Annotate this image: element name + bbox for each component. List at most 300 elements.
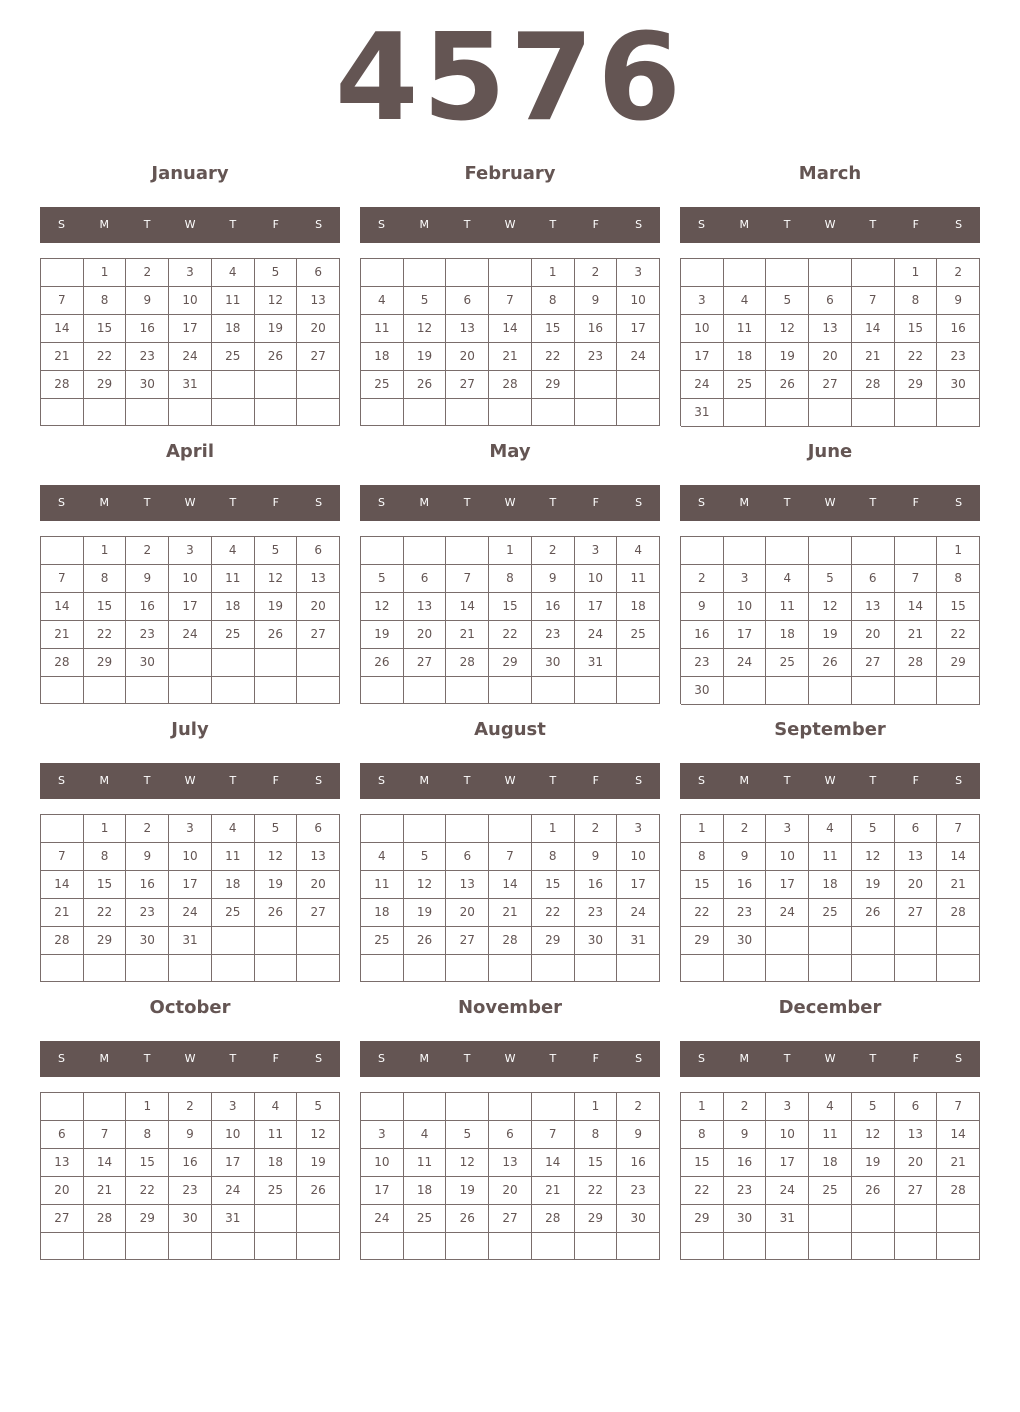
day-cell: 5 [446,1121,489,1149]
weekday-label: W [824,218,836,231]
day-cell: 18 [809,1149,852,1177]
day-cell: 12 [809,593,852,621]
day-cell: 28 [489,371,532,399]
day-cell: 16 [532,593,575,621]
weekday-label: T [229,218,237,231]
empty-cell [255,1205,298,1233]
day-cell: 19 [361,621,404,649]
empty-cell [852,259,895,287]
day-cell: 7 [41,565,84,593]
day-cell: 30 [126,371,169,399]
empty-cell [361,955,404,982]
weekday-label: W [824,496,836,509]
day-cell: 23 [126,899,169,927]
day-cell: 30 [681,677,724,705]
day-cell: 8 [575,1121,618,1149]
day-cell: 28 [895,649,938,677]
day-cell: 22 [937,621,980,649]
day-cell: 10 [724,593,767,621]
weekday-label: M [739,496,750,509]
day-cell: 5 [766,287,809,315]
day-cell: 19 [404,343,447,371]
day-cell: 15 [532,315,575,343]
day-cell: 6 [446,287,489,315]
empty-cell [212,677,255,704]
day-cell: 3 [169,537,212,565]
weekday-label: S [57,774,65,787]
empty-cell [41,259,84,287]
day-cell: 24 [724,649,767,677]
day-cell: 11 [255,1121,298,1149]
day-cell: 20 [446,899,489,927]
day-cell: 13 [297,843,340,871]
day-cell: 19 [446,1177,489,1205]
day-cell: 27 [489,1205,532,1233]
day-cell: 20 [852,621,895,649]
weekday-label: W [504,1052,516,1065]
day-cell: 13 [404,593,447,621]
day-cell: 19 [404,899,447,927]
empty-cell [809,399,852,427]
day-cell: 19 [766,343,809,371]
day-cell: 3 [766,815,809,843]
empty-cell [681,955,724,982]
weekday-label: W [504,774,516,787]
empty-cell [446,537,489,565]
empty-cell [404,677,447,704]
day-cell: 8 [84,287,127,315]
day-cell: 21 [489,899,532,927]
weekday-header [40,207,340,243]
day-cell: 28 [852,371,895,399]
empty-cell [766,537,809,565]
weekday-label: S [697,496,705,509]
empty-cell [212,649,255,677]
empty-cell [724,677,767,705]
day-cell: 11 [724,315,767,343]
day-cell: 16 [126,871,169,899]
weekday-label: S [955,218,963,231]
day-cell: 13 [297,565,340,593]
empty-cell [126,677,169,704]
day-cell: 26 [361,649,404,677]
day-cell: 15 [489,593,532,621]
weekday-header [40,1041,340,1077]
weekday-label: F [272,218,279,231]
day-cell: 1 [681,815,724,843]
day-cell: 9 [126,843,169,871]
day-cell: 27 [446,927,489,955]
day-cell: 22 [489,621,532,649]
empty-cell [212,955,255,982]
day-cell: 15 [937,593,980,621]
weekday-label: M [419,774,430,787]
empty-cell [446,1093,489,1121]
day-cell: 17 [575,593,618,621]
day-cell: 25 [809,899,852,927]
day-cell: 25 [724,371,767,399]
day-cell: 18 [361,343,404,371]
weekday-label: S [635,218,643,231]
day-cell: 10 [617,287,660,315]
day-cell: 30 [532,649,575,677]
day-cell: 11 [809,1121,852,1149]
empty-cell [169,1233,212,1260]
day-cell: 18 [255,1149,298,1177]
month-name: April [165,441,215,462]
day-grid [40,1092,340,1260]
month-name: August [474,719,546,740]
day-cell: 27 [297,621,340,649]
month-name: October [149,997,231,1018]
empty-cell [895,955,938,982]
empty-cell [169,677,212,704]
weekday-header [40,763,340,799]
weekday-label: F [272,774,279,787]
day-cell: 22 [681,1177,724,1205]
day-cell: 25 [809,1177,852,1205]
empty-cell [255,649,298,677]
day-cell: 27 [895,899,938,927]
day-cell: 9 [169,1121,212,1149]
day-cell: 3 [575,537,618,565]
empty-cell [404,815,447,843]
empty-cell [724,955,767,982]
day-cell: 14 [446,593,489,621]
month-name: February [464,163,556,184]
day-grid [680,536,980,704]
empty-cell [852,677,895,705]
day-cell: 15 [84,315,127,343]
empty-cell [169,955,212,982]
day-cell: 2 [617,1093,660,1121]
day-grid [40,258,340,426]
day-cell: 27 [809,371,852,399]
weekday-label: S [57,496,65,509]
weekday-label: T [463,496,471,509]
empty-cell [361,677,404,704]
month-name: May [489,441,531,462]
day-cell: 2 [169,1093,212,1121]
weekday-label: T [229,496,237,509]
weekday-label: F [592,774,599,787]
weekday-label: T [143,774,151,787]
empty-cell [937,927,980,955]
day-cell: 8 [681,1121,724,1149]
day-cell: 25 [255,1177,298,1205]
day-cell: 12 [297,1121,340,1149]
day-cell: 20 [297,871,340,899]
day-cell: 30 [575,927,618,955]
day-cell: 23 [724,899,767,927]
empty-cell [895,927,938,955]
day-cell: 1 [895,259,938,287]
day-cell: 30 [724,1205,767,1233]
day-cell: 29 [937,649,980,677]
empty-cell [489,955,532,982]
day-cell: 29 [532,371,575,399]
day-cell: 6 [297,259,340,287]
day-cell: 28 [446,649,489,677]
day-cell: 31 [617,927,660,955]
day-cell: 1 [681,1093,724,1121]
day-cell: 7 [489,287,532,315]
day-cell: 23 [575,899,618,927]
weekday-label: S [377,218,385,231]
day-cell: 11 [361,315,404,343]
day-cell: 3 [724,565,767,593]
empty-cell [724,259,767,287]
weekday-label: T [143,1052,151,1065]
day-cell: 5 [852,815,895,843]
day-cell: 14 [489,871,532,899]
day-cell: 24 [169,621,212,649]
day-cell: 31 [212,1205,255,1233]
day-cell: 7 [532,1121,575,1149]
weekday-label: F [592,218,599,231]
day-cell: 29 [126,1205,169,1233]
day-cell: 11 [617,565,660,593]
empty-cell [446,259,489,287]
empty-cell [255,399,298,426]
day-cell: 6 [852,565,895,593]
weekday-label: S [635,774,643,787]
empty-cell [489,1093,532,1121]
weekday-header [680,485,980,521]
empty-cell [41,1233,84,1260]
empty-cell [361,1233,404,1260]
day-cell: 24 [766,899,809,927]
day-cell: 10 [212,1121,255,1149]
day-cell: 22 [681,899,724,927]
day-cell: 9 [575,843,618,871]
day-cell: 15 [126,1149,169,1177]
day-cell: 3 [681,287,724,315]
weekday-label: M [99,496,110,509]
empty-cell [617,677,660,704]
day-cell: 12 [361,593,404,621]
month-name: September [774,719,886,740]
day-cell: 18 [617,593,660,621]
empty-cell [446,399,489,426]
weekday-label: M [739,218,750,231]
day-cell: 10 [766,843,809,871]
empty-cell [255,677,298,704]
weekday-label: T [783,496,791,509]
day-cell: 2 [937,259,980,287]
empty-cell [255,927,298,955]
day-cell: 18 [212,871,255,899]
empty-cell [852,399,895,427]
day-cell: 27 [297,899,340,927]
empty-cell [41,399,84,426]
weekday-label: T [869,774,877,787]
day-cell: 1 [575,1093,618,1121]
day-cell: 2 [724,815,767,843]
day-cell: 16 [126,315,169,343]
day-cell: 1 [489,537,532,565]
day-cell: 16 [724,871,767,899]
day-cell: 12 [255,287,298,315]
day-cell: 31 [169,927,212,955]
weekday-label: T [783,218,791,231]
day-cell: 8 [937,565,980,593]
empty-cell [937,677,980,705]
day-cell: 5 [809,565,852,593]
day-cell: 17 [169,871,212,899]
day-cell: 14 [937,1121,980,1149]
empty-cell [489,259,532,287]
day-cell: 13 [895,1121,938,1149]
day-cell: 9 [617,1121,660,1149]
month-name: July [171,719,209,740]
day-cell: 27 [297,343,340,371]
day-cell: 17 [169,593,212,621]
day-cell: 18 [404,1177,447,1205]
day-cell: 25 [212,899,255,927]
day-cell: 21 [446,621,489,649]
day-cell: 16 [126,593,169,621]
day-cell: 9 [126,565,169,593]
empty-cell [766,927,809,955]
day-cell: 7 [937,1093,980,1121]
day-cell: 8 [895,287,938,315]
day-cell: 23 [937,343,980,371]
day-cell: 5 [852,1093,895,1121]
weekday-label: T [463,774,471,787]
day-cell: 26 [404,371,447,399]
day-cell: 21 [532,1177,575,1205]
day-cell: 7 [84,1121,127,1149]
weekday-label: T [869,218,877,231]
weekday-header [680,1041,980,1077]
weekday-label: S [635,1052,643,1065]
month-name: June [807,441,853,462]
day-cell: 8 [84,843,127,871]
day-cell: 30 [617,1205,660,1233]
day-cell: 30 [169,1205,212,1233]
day-cell: 22 [575,1177,618,1205]
day-cell: 12 [766,315,809,343]
day-cell: 26 [446,1205,489,1233]
day-cell: 12 [255,565,298,593]
empty-cell [575,955,618,982]
day-cell: 22 [532,343,575,371]
day-cell: 10 [575,565,618,593]
day-cell: 18 [809,871,852,899]
day-cell: 27 [895,1177,938,1205]
weekday-label: W [184,1052,196,1065]
day-cell: 16 [169,1149,212,1177]
day-cell: 17 [766,1149,809,1177]
weekday-label: M [99,218,110,231]
day-cell: 25 [361,371,404,399]
day-cell: 28 [489,927,532,955]
day-cell: 5 [404,287,447,315]
day-cell: 15 [895,315,938,343]
day-cell: 28 [41,649,84,677]
day-cell: 3 [617,259,660,287]
day-cell: 4 [361,843,404,871]
day-cell: 13 [809,315,852,343]
day-cell: 21 [84,1177,127,1205]
weekday-label: S [57,218,65,231]
day-cell: 9 [532,565,575,593]
day-cell: 21 [937,1149,980,1177]
day-cell: 25 [212,343,255,371]
empty-cell [766,955,809,982]
empty-cell [446,1233,489,1260]
month-name: December [778,997,882,1018]
empty-cell [297,1233,340,1260]
day-cell: 7 [446,565,489,593]
day-cell: 20 [489,1177,532,1205]
empty-cell [212,927,255,955]
day-cell: 29 [895,371,938,399]
empty-cell [575,1233,618,1260]
empty-cell [126,1233,169,1260]
day-cell: 27 [404,649,447,677]
empty-cell [617,1233,660,1260]
day-cell: 5 [255,537,298,565]
day-cell: 22 [895,343,938,371]
empty-cell [126,955,169,982]
weekday-label: S [315,218,323,231]
empty-cell [937,399,980,427]
day-cell: 18 [766,621,809,649]
empty-cell [84,955,127,982]
day-cell: 6 [404,565,447,593]
empty-cell [489,815,532,843]
day-cell: 8 [681,843,724,871]
empty-cell [852,537,895,565]
day-cell: 24 [169,343,212,371]
weekday-label: W [184,496,196,509]
weekday-label: S [697,1052,705,1065]
day-cell: 25 [212,621,255,649]
day-cell: 4 [404,1121,447,1149]
day-cell: 8 [126,1121,169,1149]
weekday-label: S [315,496,323,509]
empty-cell [41,537,84,565]
day-cell: 4 [617,537,660,565]
day-cell: 10 [766,1121,809,1149]
empty-cell [532,955,575,982]
day-cell: 13 [489,1149,532,1177]
day-cell: 1 [532,259,575,287]
day-cell: 9 [937,287,980,315]
weekday-label: T [549,774,557,787]
empty-cell [809,1205,852,1233]
empty-cell [575,677,618,704]
day-cell: 12 [404,871,447,899]
empty-cell [297,955,340,982]
day-cell: 27 [852,649,895,677]
day-cell: 21 [41,899,84,927]
empty-cell [532,1093,575,1121]
day-cell: 24 [575,621,618,649]
empty-cell [297,371,340,399]
day-cell: 13 [895,843,938,871]
day-cell: 26 [852,899,895,927]
empty-cell [41,955,84,982]
day-cell: 17 [617,871,660,899]
day-cell: 19 [297,1149,340,1177]
day-cell: 24 [617,343,660,371]
weekday-label: T [869,1052,877,1065]
empty-cell [681,1233,724,1260]
weekday-label: T [549,496,557,509]
